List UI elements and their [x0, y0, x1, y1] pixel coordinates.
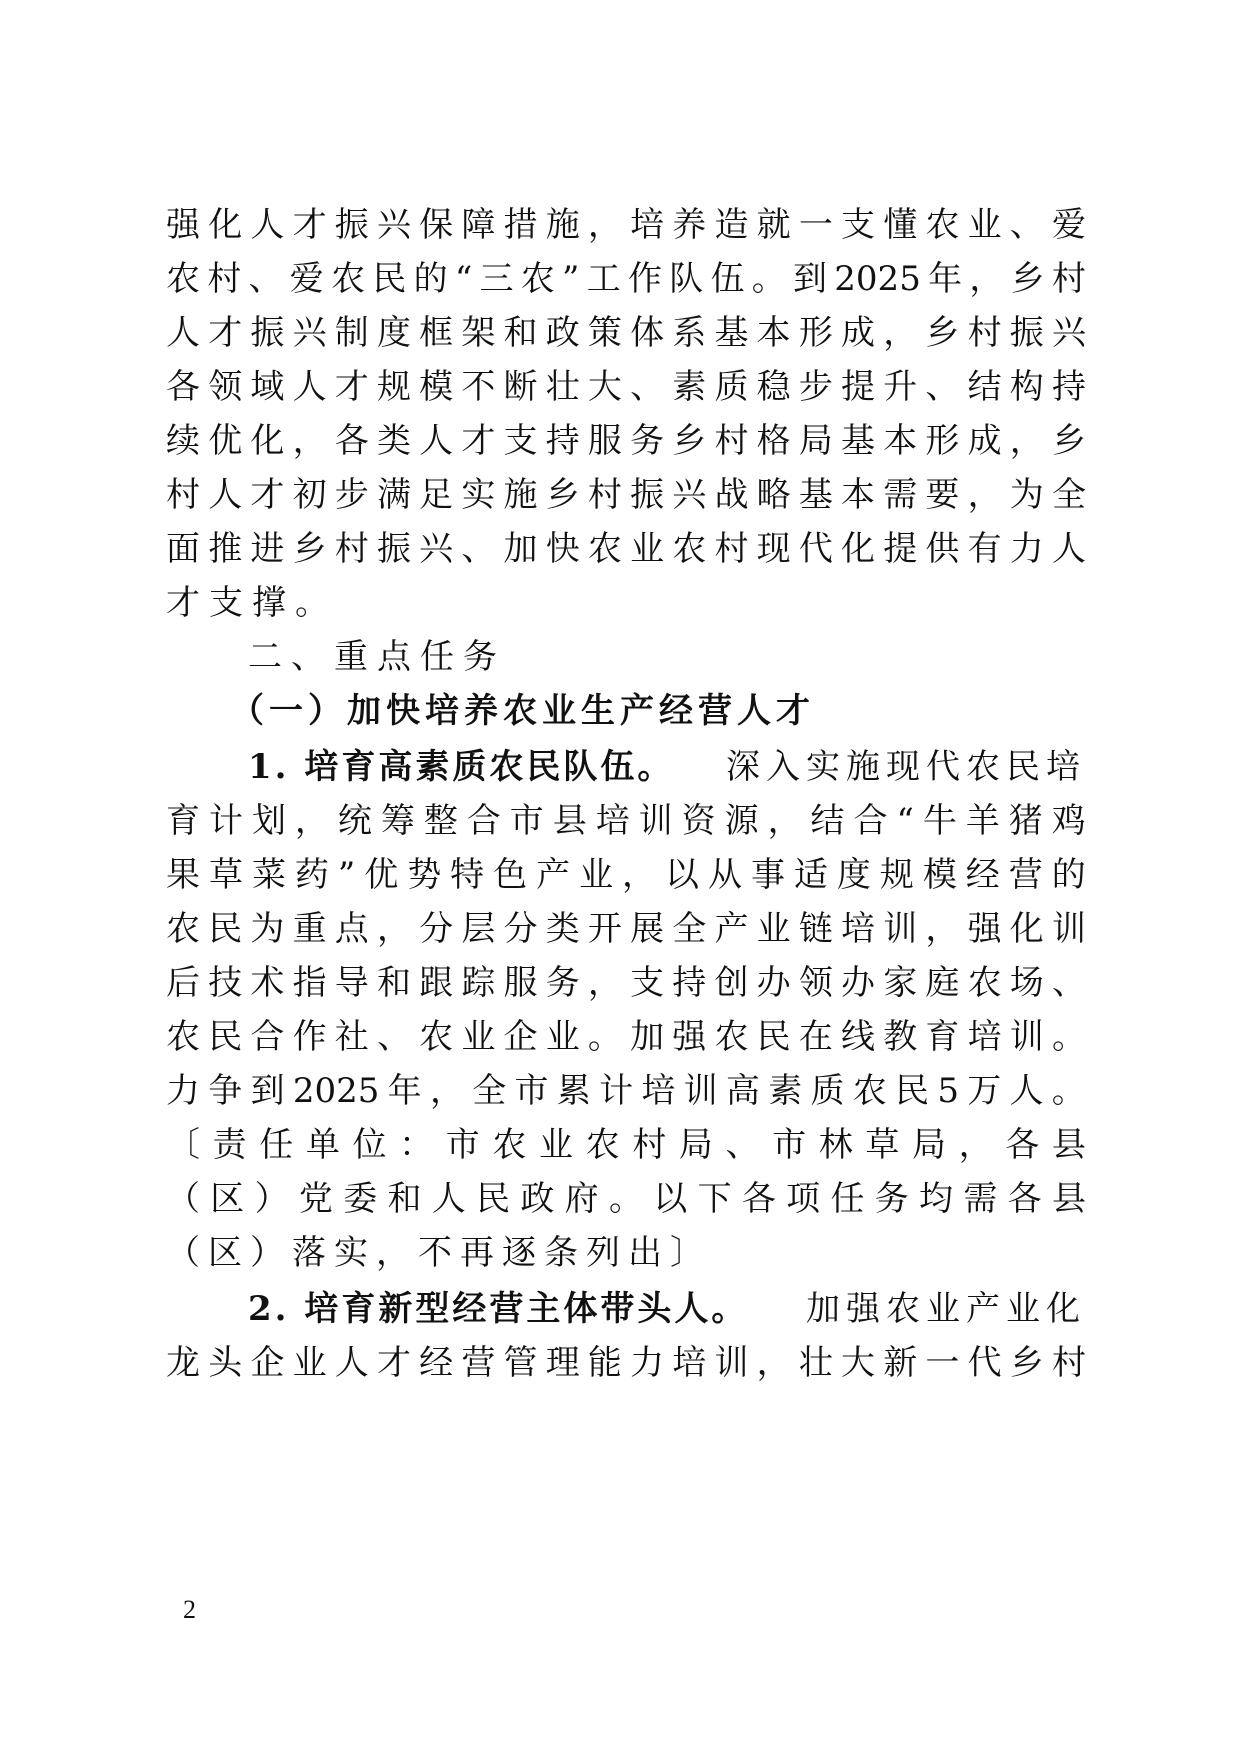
paragraph-line: 果 草 菜 药 ” 优 势 特 色 产 业 ， 以 从 事 适 度 规 模 经 营 的: [166, 855, 1086, 895]
paragraph-line: 续 优 化 ， 各 类 人 才 支 持 服 务 乡 村 格 局 基 本 形 成 ， 乡: [166, 421, 1086, 461]
paragraph-line: 后 技 术 指 导 和 跟 踪 服 务 ， 支 持 创 办 领 办 家 庭 农 场 、: [166, 963, 1086, 1003]
paragraph-line: 各 领 域 人 才 规 模 不 断 壮 大 、 素 质 稳 步 提 升 、 结 构 持: [166, 367, 1086, 407]
item-1-title: 1. 培育高素质农民队伍。: [248, 747, 675, 787]
paragraph-line: 面 推 进 乡 村 振 兴 、 加 快 农 业 农 村 现 代 化 提 供 有 力 人: [166, 529, 1086, 569]
item-2-first-line: [248, 1280, 1086, 1338]
paragraph-line: 农 民 合 作 社 、 农 业 企 业 。 加 强 农 民 在 线 教 育 培 训 。: [166, 1017, 1086, 1057]
item-1-first-line: [248, 738, 1086, 796]
paragraph-line: （ 区 ） 党 委 和 人 民 政 府 。 以 下 各 项 任 务 均 需 各 县: [166, 1179, 1086, 1219]
item-1-text: 深入实施现代农民培: [726, 747, 1086, 787]
paragraph-line: 人 才 振 兴 制 度 框 架 和 政 策 体 系 基 本 形 成 ， 乡 村 振 兴: [166, 313, 1086, 353]
paragraph-line: 育 计 划 ， 统 筹 整 合 市 县 培 训 资 源 ， 结 合 “ 牛 羊 猪 鸡: [166, 801, 1086, 841]
paragraph-line: 力 争 到 2025 年 ， 全 市 累 计 培 训 高 素 质 农 民 5 万 人 。: [166, 1071, 1086, 1111]
paragraph-line: 〔 责 任 单 位 ： 市 农 业 农 村 局 、 市 林 草 局 ， 各 县: [166, 1125, 1086, 1165]
paragraph-line: 才支撑。: [166, 583, 338, 623]
paragraph-line: 村 人 才 初 步 满 足 实 施 乡 村 振 兴 战 略 基 本 需 要 ， 为 全: [166, 475, 1086, 515]
item-2-title: 2. 培育新型经营主体带头人。: [248, 1289, 749, 1329]
item-2-text: 加强农业产业化: [806, 1289, 1086, 1329]
paragraph-line: 强 化 人 才 振 兴 保 障 措 施 ， 培 养 造 就 一 支 懂 农 业 、 爱: [166, 205, 1086, 245]
section-heading: 二、重点任务: [248, 637, 506, 677]
paragraph-line: 农 民 为 重 点 ， 分 层 分 类 开 展 全 产 业 链 培 训 ， 强 化 训: [166, 909, 1086, 949]
paragraph-line: 农 村 、 爱 农 民 的 “ 三 农 ” 工 作 队 伍 。 到 2025 年 ， 乡 村: [166, 259, 1086, 299]
paragraph-line: （区）落实，不再逐条列出〕: [166, 1233, 712, 1273]
page-number: 2: [183, 1595, 196, 1624]
paragraph-line: 龙 头 企 业 人 才 经 营 管 理 能 力 培 训 ， 壮 大 新 一 代 乡 村: [166, 1343, 1086, 1383]
subsection-heading: （一）加快培养农业生产经营人才: [230, 691, 815, 731]
